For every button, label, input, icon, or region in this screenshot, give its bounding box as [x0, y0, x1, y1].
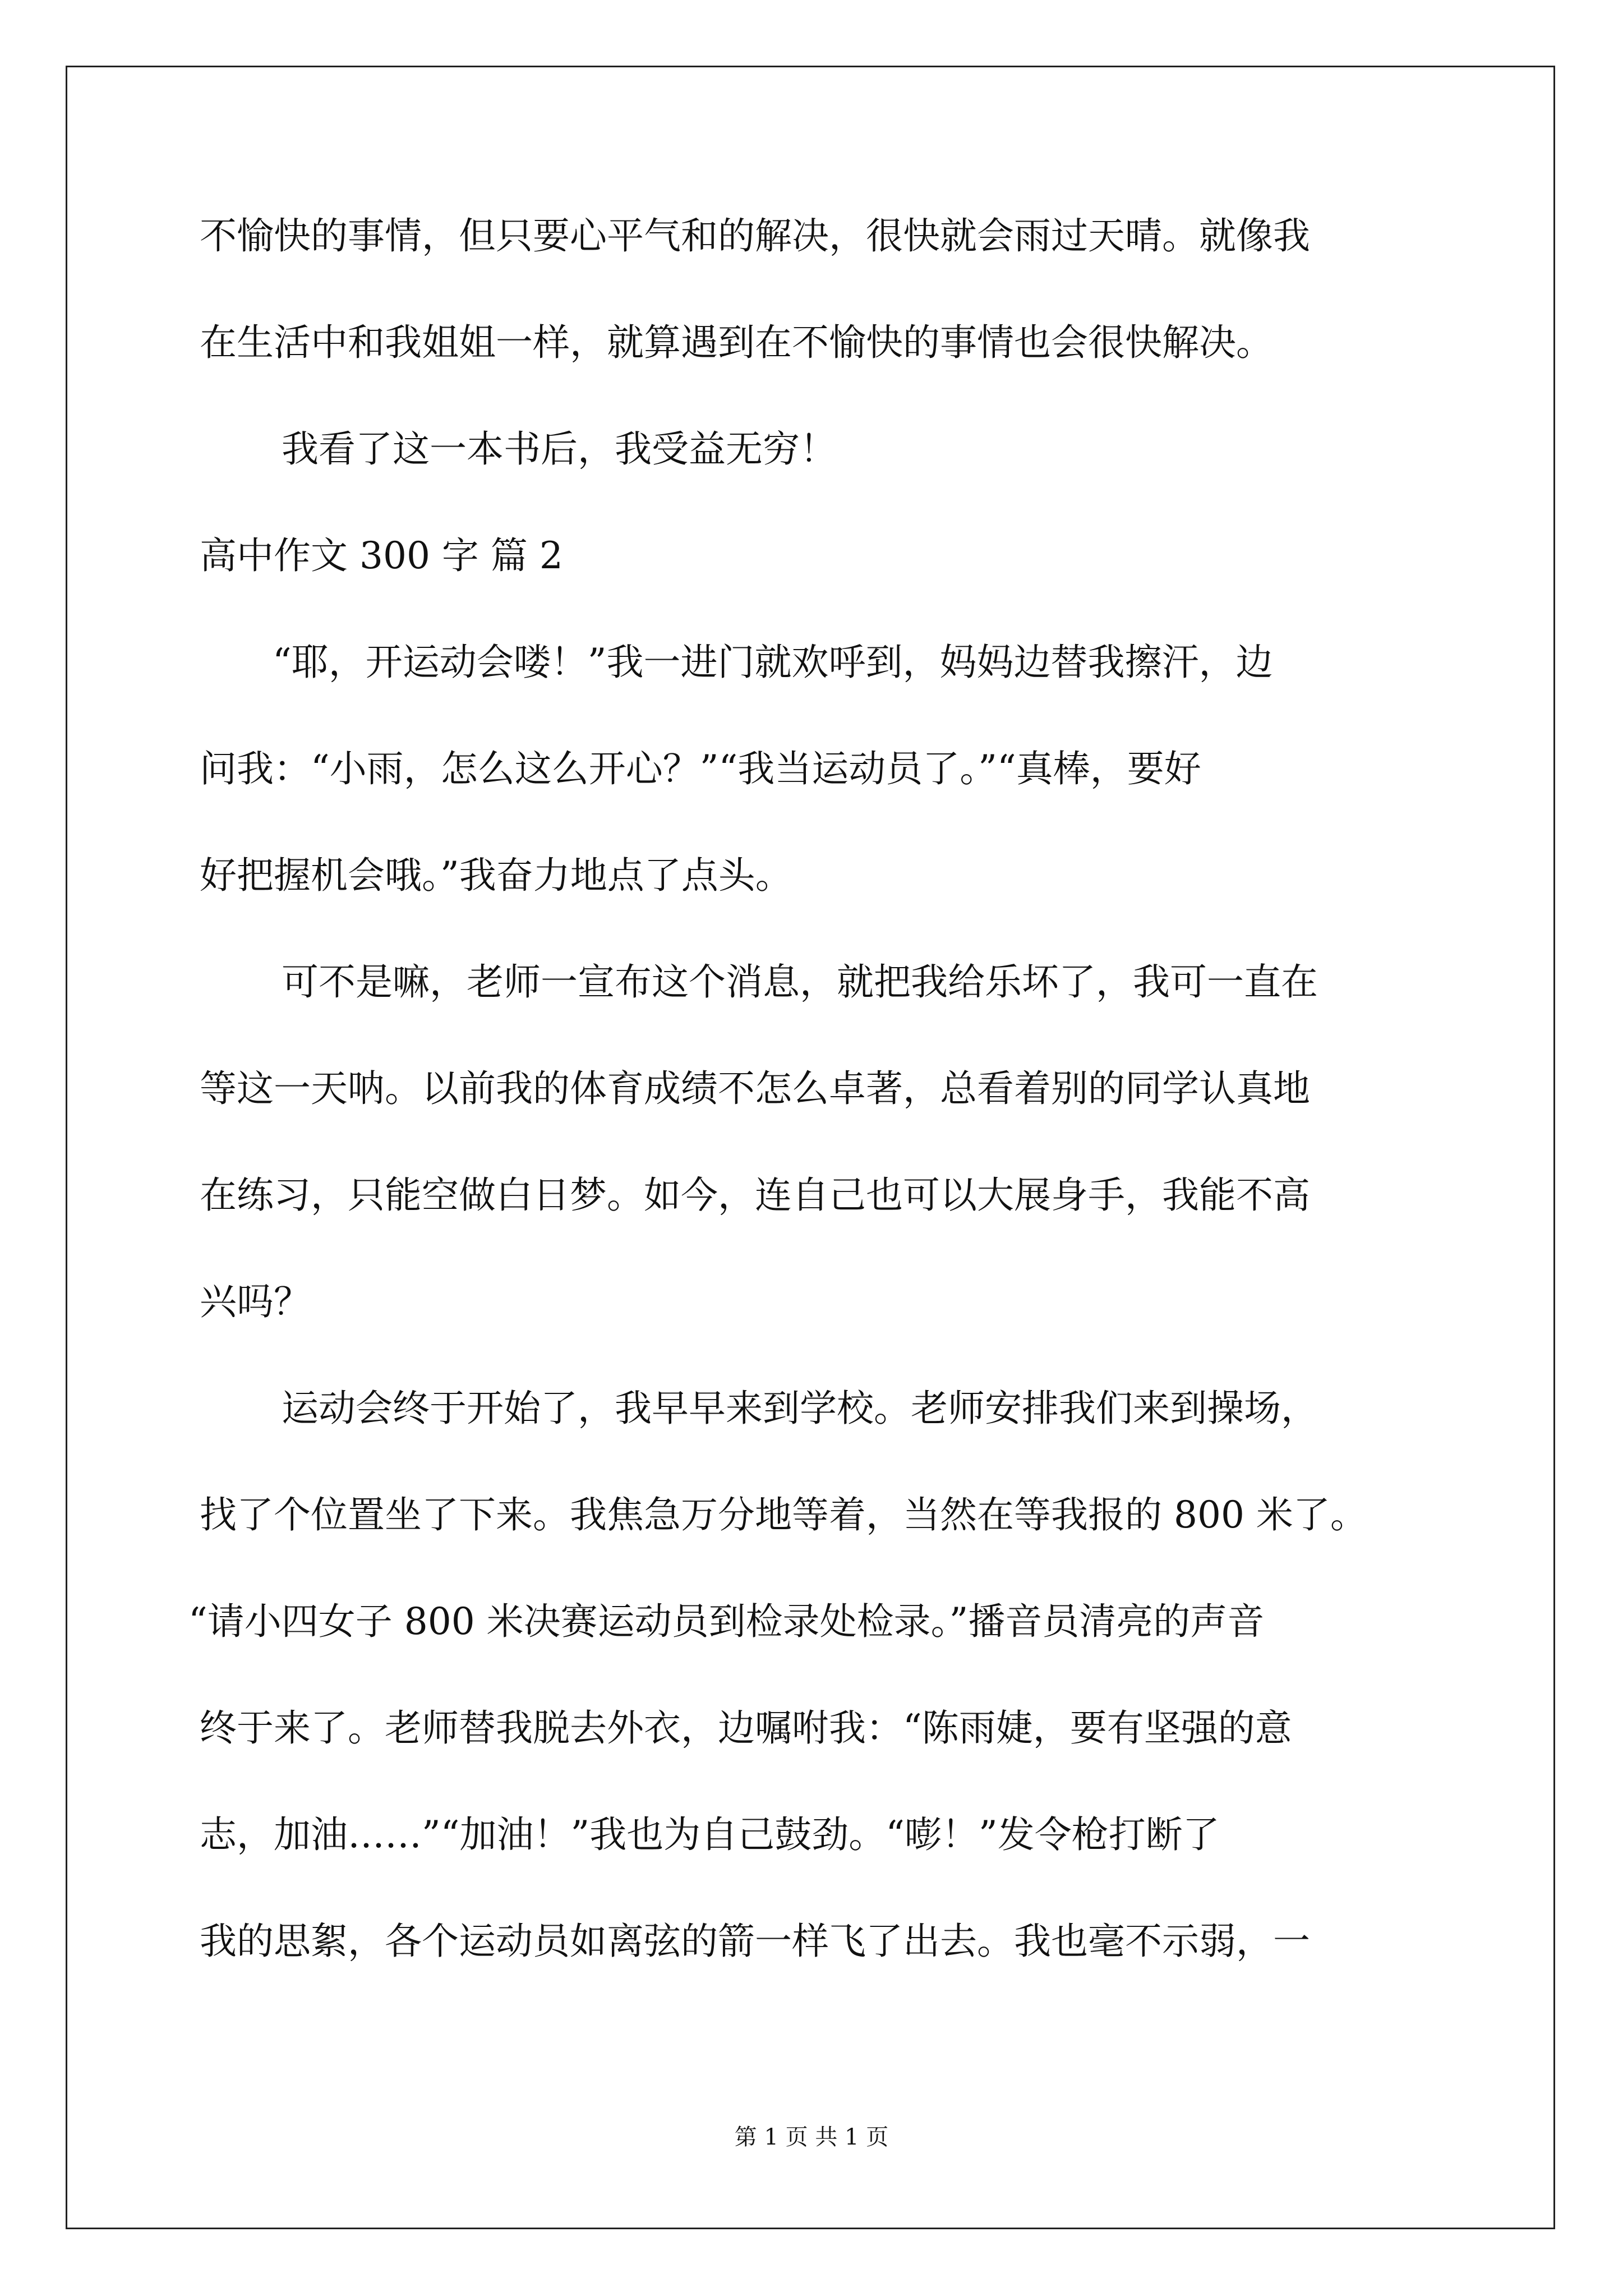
page-footer: 第 1 页 共 1 页 [734, 2124, 889, 2150]
paragraph-line: 运动会终于开始了，我早早来到学校。老师安排我们来到操场， [282, 1387, 1318, 1430]
paragraph-line: 不愉快的事情，但只要心平气和的解决，很快就会雨过天晴。就像我 [200, 214, 1310, 257]
paragraph-line: 好把握机会哦。”我奋力地点了点头。 [200, 854, 792, 897]
section-heading: 高中作文 300 字 篇 2 [200, 534, 563, 577]
paragraph-line: 问我：“小雨，怎么这么开心？”“我当运动员了。”“真棒，要好 [200, 747, 1201, 790]
paragraph-line: 在练习，只能空做白日梦。如今，连自己也可以大展身手，我能不高 [200, 1174, 1310, 1217]
paragraph-line: “请小四女子 800 米决赛运动员到检录处检录。”播音员清亮的声音 [188, 1600, 1265, 1643]
paragraph-line: 可不是嘛，老师一宣布这个消息，就把我给乐坏了，我可一直在 [282, 960, 1318, 1004]
paragraph-line: 我看了这一本书后，我受益无穷！ [282, 427, 837, 471]
paragraph-line: 找了个位置坐了下来。我焦急万分地等着，当然在等我报的 800 米了。 [200, 1493, 1367, 1536]
paragraph-line: 终于来了。老师替我脱去外衣，边嘱咐我：“陈雨婕，要有坚强的意 [200, 1706, 1292, 1750]
paragraph-line: “耶，开运动会喽！”我一进门就欢呼到，妈妈边替我擦汗，边 [273, 641, 1273, 684]
paragraph-line: 等这一天呐。以前我的体育成绩不怎么卓著，总看着别的同学认真地 [200, 1067, 1310, 1110]
paragraph-line: 在生活中和我姐姐一样，就算遇到在不愉快的事情也会很快解决。 [200, 321, 1273, 364]
page-border [66, 66, 1555, 2229]
paragraph-line: 志，加油……”“加油！”我也为自己鼓劲。“嘭！”发令枪打断了 [200, 1813, 1220, 1856]
paragraph-line: 我的思絮，各个运动员如离弦的箭一样飞了出去。我也毫不示弱，一 [200, 1920, 1310, 1963]
paragraph-line: 兴吗？ [200, 1280, 311, 1323]
